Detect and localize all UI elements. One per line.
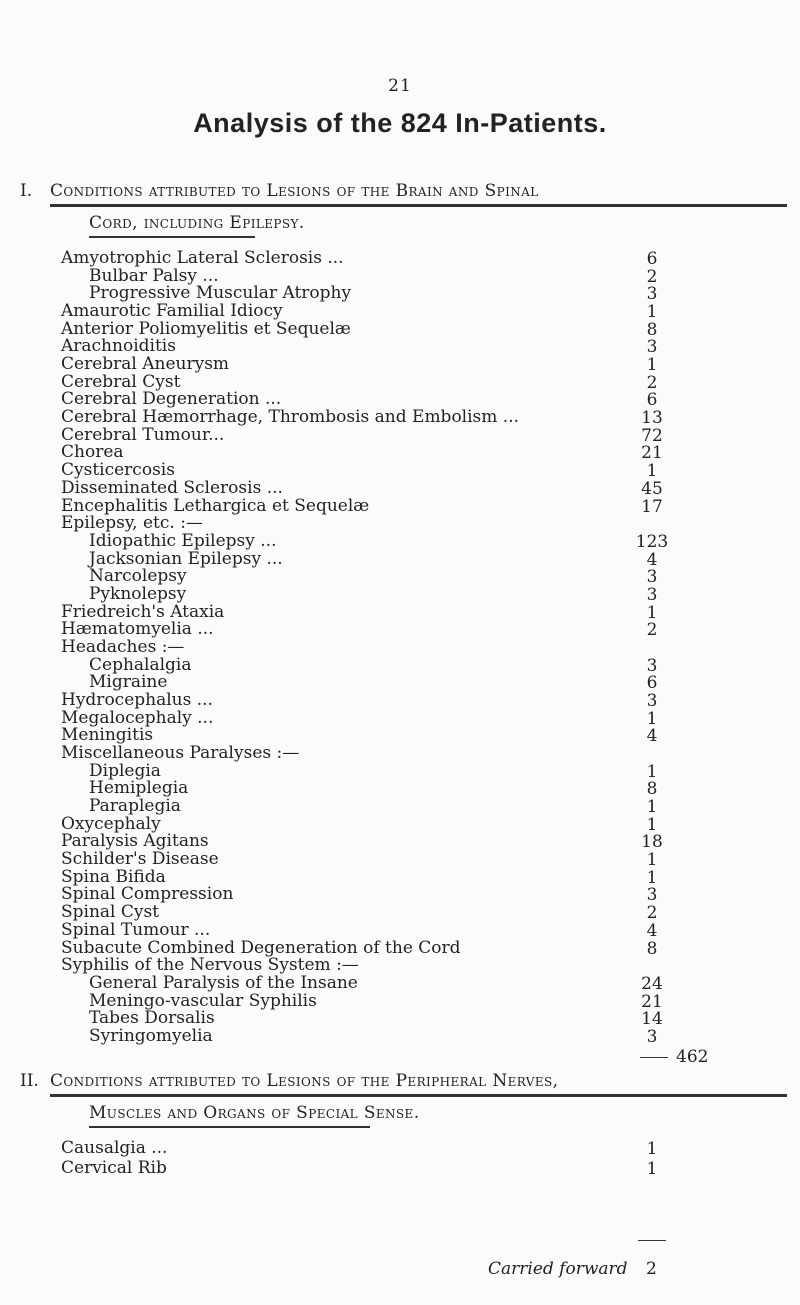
- table-row: [89, 1025, 618, 1047]
- row-label: Narcolepsy: [89, 566, 187, 587]
- section-1-subheading-rule: [89, 236, 255, 238]
- row-label: Hæmatomyelia ...: [61, 619, 214, 640]
- carried-forward-label: Carried forward: [488, 1259, 628, 1279]
- row-value: 17: [641, 496, 663, 517]
- carried-forward-rule: [638, 1240, 666, 1241]
- row-value: 8: [646, 319, 658, 340]
- row-label: Friedreich's Ataxia: [61, 601, 225, 622]
- row-value: 1: [646, 708, 658, 729]
- table-row: [61, 1137, 618, 1159]
- row-value: 1: [646, 797, 658, 818]
- row-value: 1: [646, 1139, 658, 1159]
- row-label: Meningitis: [61, 725, 154, 746]
- row-label: Meningo-vascular Syphilis: [89, 990, 317, 1011]
- row-value: 3: [646, 885, 658, 906]
- row-value: 4: [646, 920, 658, 941]
- page-title: Analysis of the 824 In-Patients.: [193, 108, 607, 138]
- row-label: General Paralysis of the Insane: [89, 972, 358, 993]
- row-value: 123: [635, 531, 669, 552]
- row-value: 3: [646, 337, 658, 358]
- row-label: Migraine: [89, 672, 168, 693]
- row-label: Spinal Cyst: [61, 902, 160, 923]
- page-number: 21: [388, 76, 412, 96]
- row-label: Cerebral Tumour...: [61, 424, 225, 445]
- row-label: Paraplegia: [89, 796, 181, 817]
- row-label: Jacksonian Epilepsy ...: [89, 548, 283, 569]
- section-2-subheading-rule: [89, 1126, 370, 1128]
- row-value: 1: [646, 867, 658, 888]
- row-value: 13: [641, 408, 663, 429]
- row-value: 1: [646, 850, 658, 871]
- row-value: 4: [646, 726, 658, 747]
- row-label: Anterior Poliomyelitis et Sequelæ: [61, 318, 351, 339]
- row-label: Arachnoiditis: [61, 336, 176, 357]
- row-value: 6: [646, 249, 658, 269]
- row-label: Disseminated Sclerosis ...: [61, 477, 283, 498]
- row-value: 3: [646, 567, 658, 588]
- row-label: Hydrocephalus ...: [61, 690, 213, 710]
- row-label: Cephalalgia: [89, 654, 192, 675]
- section-1-heading-line-1: Conditions attributed to Lesions of the Brain and Spinal: [50, 181, 539, 201]
- row-value: 1: [646, 461, 658, 482]
- row-label: Diplegia: [89, 760, 161, 781]
- row-value: 2: [646, 620, 658, 641]
- row-value: 8: [646, 938, 658, 959]
- row-value: 3: [646, 691, 658, 711]
- section-2-numeral: II.: [20, 1071, 39, 1091]
- row-value: 45: [641, 478, 663, 499]
- row-value: 3: [646, 284, 658, 305]
- section-1-total: 462: [676, 1047, 709, 1067]
- row-value: 1: [646, 355, 658, 376]
- carried-forward-value: 2: [646, 1259, 657, 1279]
- row-label: Amyotrophic Lateral Sclerosis ...: [61, 248, 344, 268]
- row-label: Cerebral Degeneration ...: [61, 389, 282, 410]
- section-1-numeral: I.: [20, 181, 33, 201]
- row-value: 72: [641, 425, 663, 446]
- row-value: 2: [646, 372, 658, 393]
- row-value: 3: [646, 584, 658, 605]
- row-value: 1: [646, 1159, 658, 1179]
- row-label: Hemiplegia: [89, 778, 189, 799]
- row-value: 24: [641, 973, 663, 994]
- row-value: 1: [646, 814, 658, 835]
- row-value: 21: [641, 991, 663, 1012]
- row-value: 3: [646, 655, 658, 676]
- row-label: Subacute Combined Degeneration of the Cord: [61, 937, 461, 958]
- row-label: Miscellaneous Paralyses :—: [61, 743, 300, 764]
- row-value: 1: [646, 302, 658, 323]
- section-1-heading-line-2: Cord, including Epilepsy.: [89, 213, 305, 233]
- row-value: 21: [641, 443, 663, 464]
- row-label: Oxycephaly: [61, 813, 161, 834]
- row-label: Bulbar Palsy ...: [89, 265, 219, 286]
- row-value: 8: [646, 779, 658, 800]
- row-label: Cerebral Aneurysm: [61, 354, 230, 375]
- row-value: 18: [641, 832, 663, 853]
- row-label: Paralysis Agitans: [61, 831, 209, 852]
- section-2-heading-line-1: Conditions attributed to Lesions of the Peripheral Nerves,: [50, 1071, 559, 1091]
- row-label: Idiopathic Epilepsy ...: [89, 530, 277, 551]
- row-label: Tabes Dorsalis: [89, 1008, 215, 1029]
- row-label: Pyknolepsy: [89, 583, 187, 604]
- row-label: Cervical Rib: [61, 1158, 167, 1178]
- section-1-heading-rule: [50, 204, 787, 207]
- row-value: 1: [646, 761, 658, 782]
- row-label: Spinal Tumour ...: [61, 919, 211, 940]
- row-label: Cerebral Cyst: [61, 371, 181, 392]
- row-label: Epilepsy, etc. :—: [61, 513, 203, 534]
- row-value: 3: [646, 1026, 658, 1047]
- row-label: Progressive Muscular Atrophy: [89, 283, 352, 304]
- row-value: 6: [646, 673, 658, 694]
- row-label: Spinal Compression: [61, 884, 234, 905]
- table-row: [61, 1157, 618, 1179]
- row-label: Spina Bifida: [61, 866, 166, 887]
- row-label: Megalocephaly ...: [61, 707, 214, 728]
- row-value: 2: [646, 903, 658, 924]
- row-value: 4: [646, 549, 658, 570]
- row-label: Syringomyelia: [89, 1025, 213, 1046]
- row-label: Encephalitis Lethargica et Sequelæ: [61, 495, 370, 516]
- row-label: Schilder's Disease: [61, 849, 219, 870]
- row-label: Syphilis of the Nervous System :—: [61, 955, 359, 976]
- row-value: 6: [646, 390, 658, 411]
- section-2-heading-line-2: Muscles and Organs of Special Sense.: [89, 1103, 420, 1123]
- row-label: Headaches :—: [61, 636, 185, 657]
- row-label: Causalgia ...: [61, 1138, 168, 1158]
- row-label: Amaurotic Familial Idiocy: [61, 301, 283, 322]
- row-value: 1: [646, 602, 658, 623]
- row-value: 2: [646, 266, 658, 287]
- row-value: 14: [641, 1009, 663, 1030]
- subtotal-rule: [640, 1057, 668, 1058]
- row-label: Cerebral Hæmorrhage, Thrombosis and Embolism ...: [61, 407, 520, 428]
- row-label: Cysticercosis: [61, 460, 175, 481]
- section-2-heading-rule: [50, 1094, 787, 1097]
- row-label: Chorea: [61, 442, 124, 463]
